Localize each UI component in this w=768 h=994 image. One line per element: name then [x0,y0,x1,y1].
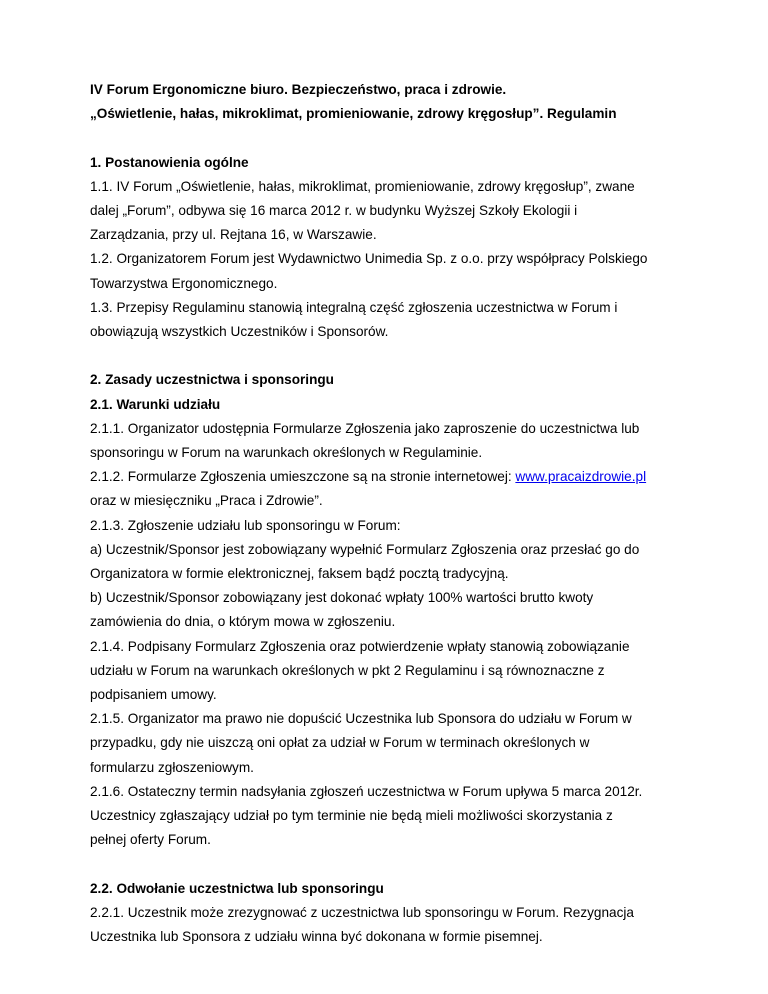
paragraph-b-line: b) Uczestnik/Sponsor zobowiązany jest dokonać wpłaty 100% wartości brutto kwoty [90,590,594,606]
website-link[interactable]: www.pracaizdrowie.pl [515,469,647,485]
paragraph-1-3-line: 1.3. Przepisy Regulaminu stanowią integralną część zgłoszenia uczestnictwa w Forum i [90,299,618,315]
subsection-2-2-heading: 2.2. Odwołanie uczestnictwa lub sponsoringu [90,880,384,896]
doc-title-line-2: „Oświetlenie, hałas, mikroklimat, promieniowanie, zdrowy kręgosłup”. Regulamin [90,106,617,122]
subsection-2-1-heading: 2.1. Warunki udziału [90,396,221,412]
paragraph-2-1-4-line: udziału w Forum na warunkach określonych w pkt 2 Regulaminu i są równoznaczne z [90,662,605,678]
paragraph-2-2-1-line: 2.2.1. Uczestnik może zrezygnować z uczestnictwa lub sponsoringu w Forum. Rezygnacja [90,904,634,920]
doc-title-line-1: IV Forum Ergonomiczne biuro. Bezpieczeństwo, praca i zdrowie. [90,82,507,97]
paragraph-1-2-line: Towarzystwa Ergonomicznego. [90,275,278,291]
paragraph-1-1-line: dalej „Forum”, odbywa się 16 marca 2012 r. w budynku Wyższej Szkoły Ekologii i [90,203,578,218]
paragraph-2-2-1-line: Uczestnika lub Sponsora z udziału winna być dokonana w formie pisemnej. [90,929,543,945]
paragraph-a-line: Organizatora w formie elektronicznej, faksem bądź pocztą tradycyjną. [90,566,509,582]
paragraph-1-2-line: 1.2. Organizatorem Forum jest Wydawnictwo Unimedia Sp. z o.o. przy współpracy Polskiego [90,251,648,267]
section-2-heading: 2. Zasady uczestnictwa i sponsoringu [90,372,334,388]
paragraph-2-1-1-line: 2.1.1. Organizator udostępnia Formularze Zgłoszenia jako zaproszenie do uczestnictwa lub [90,420,640,436]
paragraph-a-line: a) Uczestnik/Sponsor jest zobowiązany wypełnić Formularz Zgłoszenia oraz przesłać go do [90,541,640,557]
paragraph-2-1-4-line: podpisaniem umowy. [90,687,217,703]
paragraph-2-1-5-line: przypadku, gdy nie uiszczą oni opłat za udział w Forum w terminach określonych w [90,735,590,751]
document-page [90,78,690,949]
paragraph-b-line: zamówienia do dnia, o którym mowa w zgłoszeniu. [90,614,396,630]
paragraph-2-1-4-line: 2.1.4. Podpisany Formularz Zgłoszenia oraz potwierdzenie wpłaty stanowią zobowiązanie [90,638,630,654]
paragraph-2-1-1-line: sponsoringu w Forum na warunkach określonych w Regulaminie. [90,445,483,461]
paragraph-2-1-6-line: pełnej oferty Forum. [90,832,211,848]
paragraph-1-1-line: Zarządzania, przy ul. Rejtana 16, w Warszawie. [90,227,377,243]
section-1-heading: 1. Postanowienia ogólne [90,154,249,170]
paragraph-1-3-line: obowiązują wszystkich Uczestników i Sponsorów. [90,324,389,340]
paragraph-1-1-line: 1.1. IV Forum „Oświetlenie, hałas, mikroklimat, promieniowanie, zdrowy kręgosłup”, zwane [90,178,635,194]
paragraph-2-1-2-text: 2.1.2. Formularze Zgłoszenia umieszczone są na stronie internetowej: [90,469,516,485]
paragraph-2-1-5-line: formularzu zgłoszeniowym. [90,759,254,775]
paragraph-2-1-6-line: 2.1.6. Ostateczny termin nadsyłania zgłoszeń uczestnictwa w Forum upływa 5 marca 2012r. [90,783,643,799]
paragraph-2-1-3-line: 2.1.3. Zgłoszenie udziału lub sponsoringu w Forum: [90,517,401,533]
paragraph-2-1-2-line: oraz w miesięczniku „Praca i Zdrowie”. [90,493,323,509]
paragraph-2-1-6-line: Uczestnicy zgłaszający udział po tym terminie nie będą mieli możliwości skorzystania z [90,808,613,824]
paragraph-2-1-2-line [90,465,690,489]
paragraph-2-1-5-line: 2.1.5. Organizator ma prawo nie dopuścić Uczestnika lub Sponsora do udziału w Forum w [90,711,632,727]
